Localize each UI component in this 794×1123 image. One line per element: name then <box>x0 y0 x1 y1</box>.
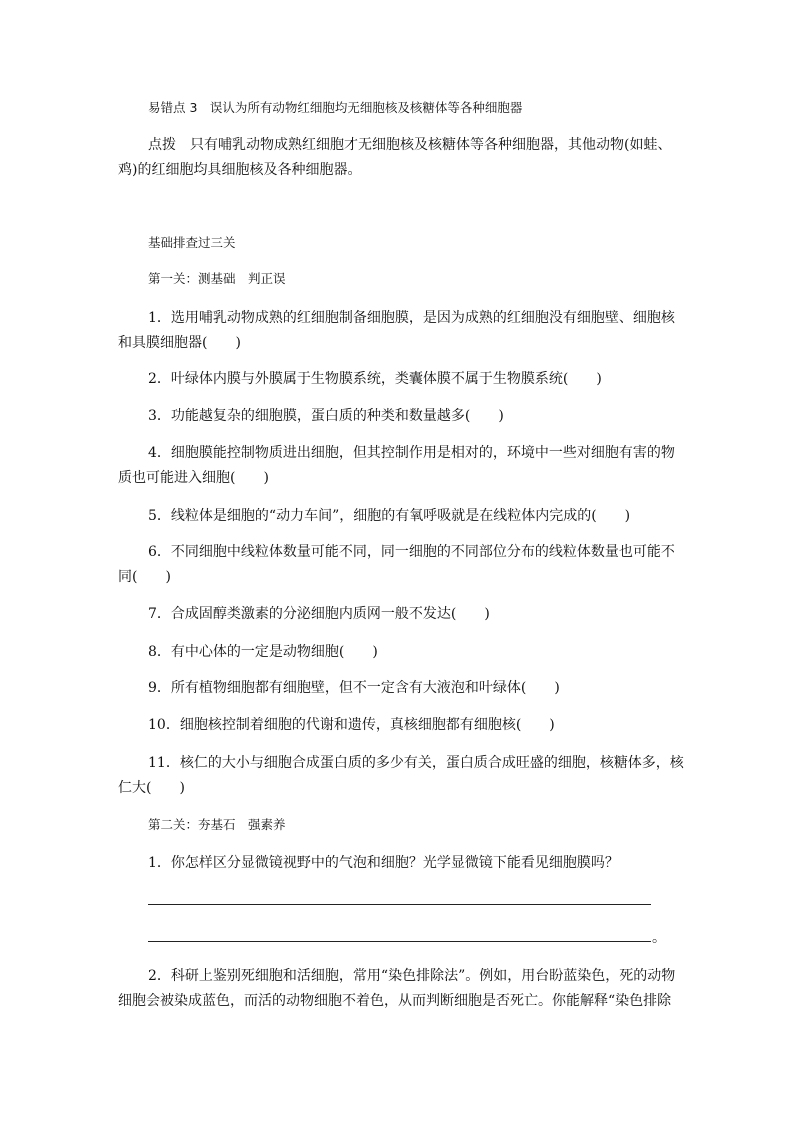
question-10: 10．细胞核控制着细胞的代谢和遗传，真核细胞都有细胞核( ) <box>148 717 555 733</box>
question-5: 5．线粒体是细胞的“动力车间”，细胞的有氧呼吸就是在线粒体内完成的( ) <box>148 508 631 524</box>
level2-question-2-line-1: 2．科研上鉴别死细胞和活细胞，常用“染色排除法”。例如，用台盼蓝染色，死的动物 <box>148 968 676 984</box>
level2-question-1: 1．你怎样区分显微镜视野中的气泡和细胞？光学显微镜下能看见细胞膜吗？ <box>148 855 619 871</box>
question-7: 7．合成固醇类激素的分泌细胞内质网一般不发达( ) <box>148 606 490 622</box>
question-2: 2．叶绿体内膜与外膜属于生物膜系统，类囊体膜不属于生物膜系统( ) <box>148 371 602 387</box>
question-4-line-1: 4．细胞膜能控制物质进出细胞，但其控制作用是相对的，环境中一些对细胞有害的物 <box>148 445 675 461</box>
answer-line-1[interactable] <box>148 904 651 905</box>
question-11-line-1: 11．核仁的大小与细胞合成蛋白质的多少有关，蛋白质合成旺盛的细胞，核糖体多，核 <box>148 755 684 771</box>
question-6-line-2: 同( ) <box>118 569 171 585</box>
question-3: 3．功能越复杂的细胞膜，蛋白质的种类和数量越多( ) <box>148 408 504 424</box>
question-6-line-1: 6．不同细胞中线粒体数量可能不同，同一细胞的不同部位分布的线粒体数量也可能不 <box>148 544 675 560</box>
level2-title: 第二关：夯基石 强素养 <box>148 817 286 832</box>
question-1-line-2: 和具膜细胞器( ) <box>118 335 241 351</box>
question-11-line-2: 仁大( ) <box>118 780 185 796</box>
tip-line-1: 点拨 只有哺乳动物成熟红细胞才无细胞核及核糖体等各种细胞器，其他动物(如蛙、 <box>148 137 672 153</box>
question-8: 8．有中心体的一定是动物细胞( ) <box>148 644 378 660</box>
basics-title: 基础排查过三关 <box>148 235 236 250</box>
answer-end-mark: 。 <box>652 930 666 946</box>
question-9: 9．所有植物细胞都有细胞壁，但不一定含有大液泡和叶绿体( ) <box>148 680 560 696</box>
tip-line-2: 鸡)的红细胞均具细胞核及各种细胞器。 <box>118 162 362 178</box>
level2-question-2-line-2: 细胞会被染成蓝色，而活的动物细胞不着色，从而判断细胞是否死亡。你能解释“染色排除 <box>118 993 672 1009</box>
question-1-line-1: 1．选用哺乳动物成熟的红细胞制备细胞膜，是因为成熟的红细胞没有细胞壁、细胞核 <box>148 310 675 326</box>
answer-line-2[interactable] <box>148 941 651 942</box>
level1-title: 第一关：测基础 判正误 <box>148 271 286 286</box>
question-4-line-2: 质也可能进入细胞( ) <box>118 470 269 486</box>
error-point-3-heading: 易错点 3 误认为所有动物红细胞均无细胞核及核糖体等各种细胞器 <box>148 100 523 115</box>
